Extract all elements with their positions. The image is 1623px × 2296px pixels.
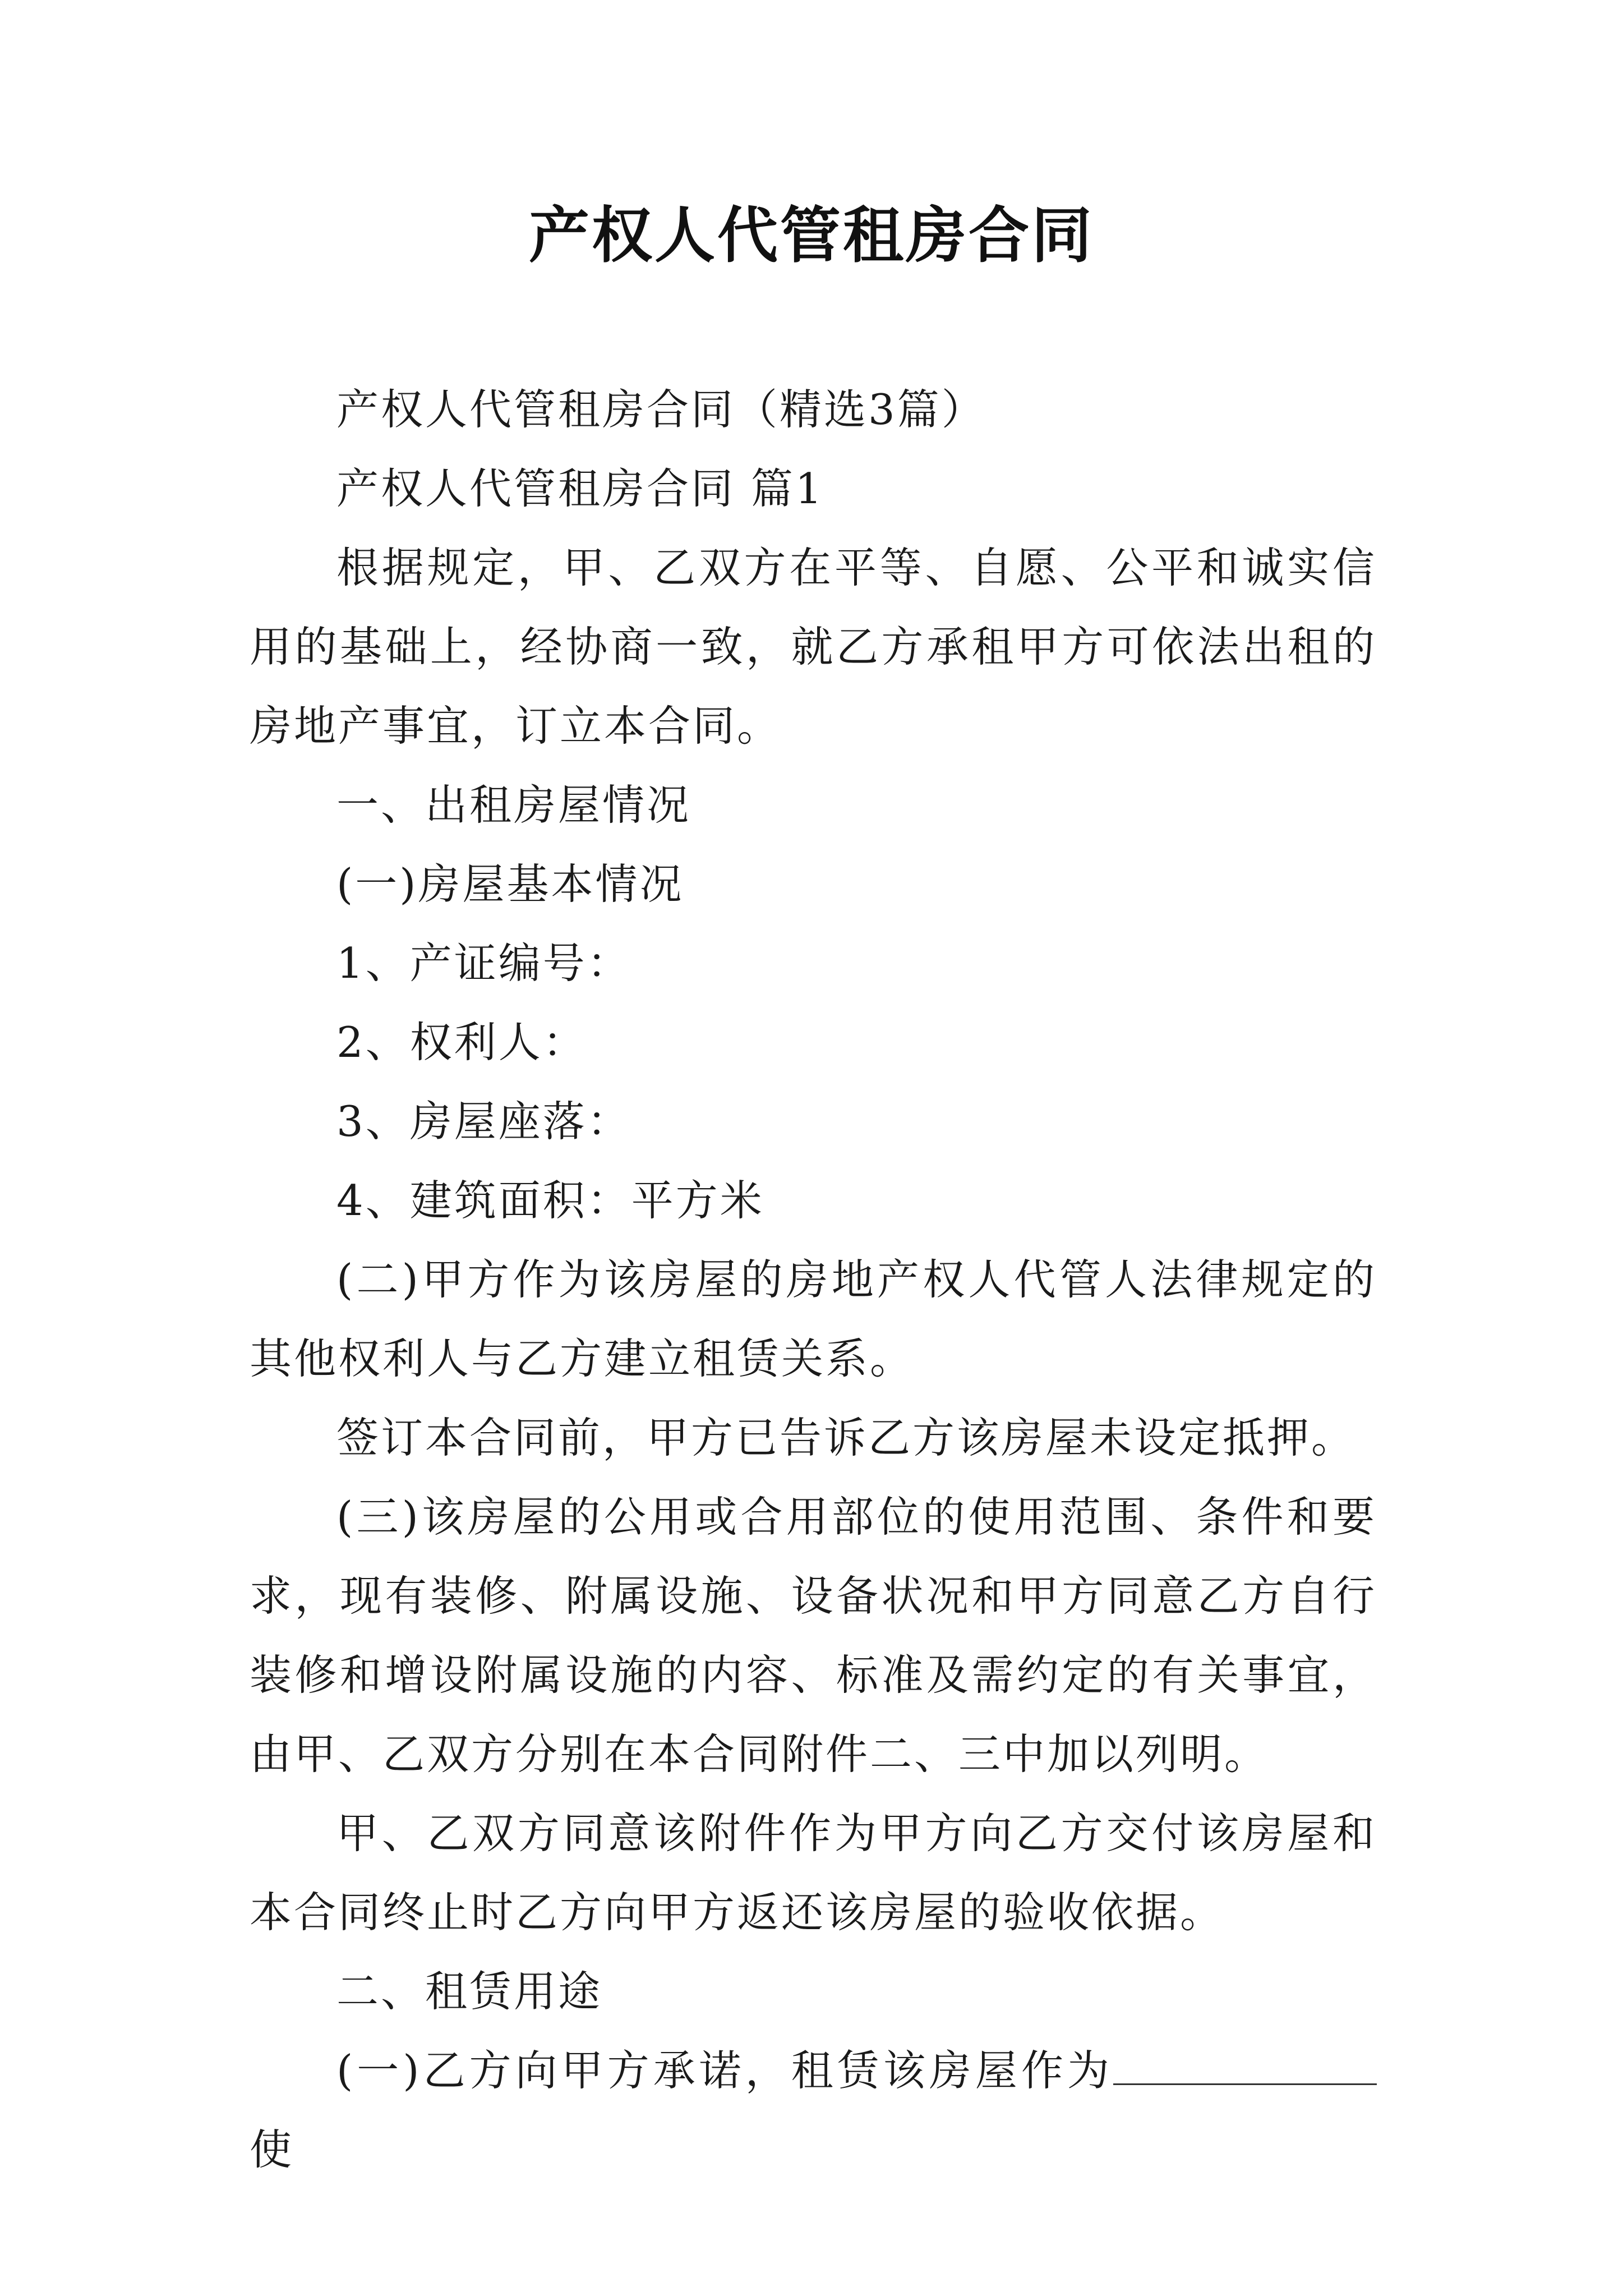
document-title: 产权人代管租房合同 (528, 200, 1094, 271)
clause-2-1-text: (一)乙方向甲方承诺，租赁该房屋作为 (336, 2046, 1113, 2095)
clause-2-1 (250, 2031, 1377, 2189)
clause-1-2: (二)甲方作为该房屋的房地产权人代管人法律规定的其他权利人与乙方建立租赁关系。 (250, 1255, 1377, 1383)
document-body (250, 370, 1377, 2189)
clause-2-1-text-end: 使 (250, 2125, 294, 2174)
item-house-location: 3、房屋座落： (336, 1097, 631, 1146)
clause-annex-basis: 甲、乙双方同意该附件作为甲方向乙方交付该房屋和本合同终止时乙方向甲方返还该房屋的验收依据。 (250, 1809, 1377, 1937)
item-certificate-number: 1、产证编号： (336, 938, 631, 988)
paragraph-subtitle: 产权人代管租房合同（精选3篇） (336, 385, 986, 434)
item-floor-area: 4、建筑面积：平方米 (336, 1176, 764, 1225)
paragraph-part-heading: 产权人代管租房合同 篇1 (336, 464, 824, 513)
subsection-heading-1-1: (一)房屋基本情况 (336, 859, 684, 909)
clause-mortgage-notice: 签订本合同前，甲方已告诉乙方该房屋未设定抵押。 (336, 1413, 1356, 1462)
section-heading-1: 一、出租房屋情况 (336, 780, 691, 830)
section-heading-2: 二、租赁用途 (336, 1967, 603, 2016)
paragraph-preamble: 根据规定，甲、乙双方在平等、自愿、公平和诚实信用的基础上，经协商一致，就乙方承租甲方可依法出租的房地产事宜，订立本合同。 (250, 543, 1377, 751)
clause-1-3: (三)该房屋的公用或合用部位的使用范围、条件和要求，现有装修、附属设施、设备状况和甲方同意乙方自行装修和增设附属设施的内容、标准及需约定的有关事宜，由甲、乙双方分别在本合同附件二、三中加以列明。 (250, 1492, 1377, 1779)
item-right-holder: 2、权利人： (336, 1018, 587, 1067)
fill-in-blank (1113, 2040, 1377, 2085)
